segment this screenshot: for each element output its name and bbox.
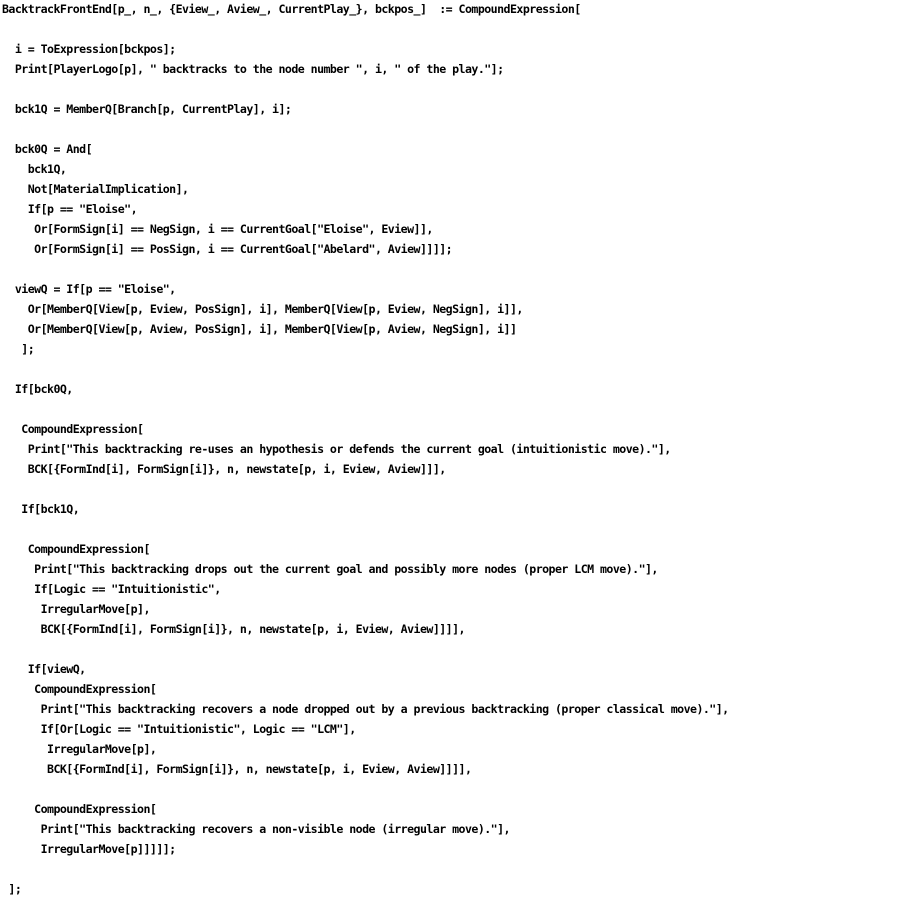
code-line: Or[FormSign[i] == NegSign, i == CurrentGoal["Eloise", Eview]], bbox=[2, 222, 433, 236]
code-line: CompoundExpression[ bbox=[2, 422, 144, 436]
code-line: CompoundExpression[ bbox=[2, 802, 157, 816]
code-line: If[bck1Q, bbox=[2, 502, 80, 516]
code-line: Or[MemberQ[View[p, Eview, PosSign], i], MemberQ[View[p, Eview, NegSign], i]], bbox=[2, 302, 523, 316]
code-line: If[bck0Q, bbox=[2, 382, 73, 396]
code-line: CompoundExpression[ bbox=[2, 542, 150, 556]
code-line: Not[MaterialImplication], bbox=[2, 182, 189, 196]
code-line: i = ToExpression[bckpos]; bbox=[2, 42, 176, 56]
code-line: IrregularMove[p], bbox=[2, 602, 150, 616]
code-line: If[p == "Eloise", bbox=[2, 202, 138, 216]
code-line: viewQ = If[p == "Eloise", bbox=[2, 282, 176, 296]
code-line: IrregularMove[p], bbox=[2, 742, 157, 756]
code-line: ]; bbox=[2, 342, 35, 356]
code-line: bck1Q = MemberQ[Branch[p, CurrentPlay], i]; bbox=[2, 102, 292, 116]
code-line: BCK[{FormInd[i], FormSign[i]}, n, newstate[p, i, Eview, Aview]]]], bbox=[2, 762, 472, 776]
code-line: BacktrackFrontEnd[p_, n_, {Eview_, Aview_, CurrentPlay_}, bckpos_] := CompoundExpression[ bbox=[2, 2, 581, 16]
code-line: If[viewQ, bbox=[2, 662, 86, 676]
code-line: If[Or[Logic == "Intuitionistic", Logic == "LCM"], bbox=[2, 722, 356, 736]
code-line: ]; bbox=[2, 882, 22, 896]
code-line: Print["This backtracking drops out the current goal and possibly more nodes (proper LCM move)."], bbox=[2, 562, 658, 576]
code-line: Or[FormSign[i] == PosSign, i == CurrentGoal["Abelard", Aview]]]]; bbox=[2, 242, 453, 256]
code-line: CompoundExpression[ bbox=[2, 682, 157, 696]
code-line: BCK[{FormInd[i], FormSign[i]}, n, newstate[p, i, Eview, Aview]]]], bbox=[2, 622, 465, 636]
code-line: Print["This backtracking recovers a node dropped out by a previous backtracking (proper classical move)."], bbox=[2, 702, 729, 716]
code-line: Print["This backtracking recovers a non-visible node (irregular move)."], bbox=[2, 822, 510, 836]
code-line: Print[PlayerLogo[p], " backtracks to the node number ", i, " of the play."]; bbox=[2, 62, 504, 76]
code-line: bck1Q, bbox=[2, 162, 67, 176]
code-line: Print["This backtracking re-uses an hypothesis or defends the current goal (intuitionistic move)."], bbox=[2, 442, 671, 456]
code-line: Or[MemberQ[View[p, Aview, PosSign], i], MemberQ[View[p, Aview, NegSign], i]] bbox=[2, 322, 517, 336]
code-line: BCK[{FormInd[i], FormSign[i]}, n, newstate[p, i, Eview, Aview]]], bbox=[2, 462, 446, 476]
code-line: IrregularMove[p]]]]]; bbox=[2, 842, 176, 856]
code-line: bck0Q = And[ bbox=[2, 142, 93, 156]
code-line: If[Logic == "Intuitionistic", bbox=[2, 582, 221, 596]
